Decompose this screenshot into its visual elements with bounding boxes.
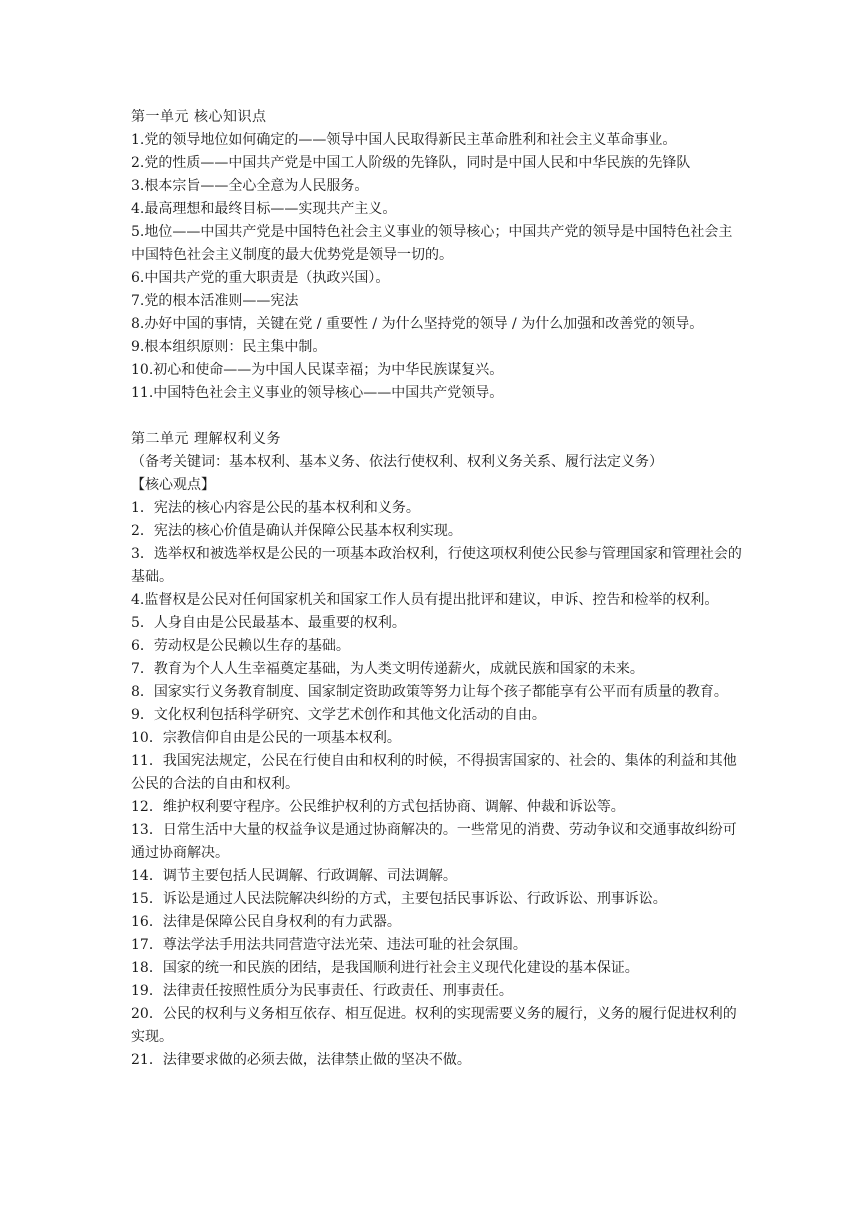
unit1-title: 第一单元 核心知识点 [131, 109, 267, 125]
section-spacer [131, 405, 743, 428]
unit2-list [131, 497, 743, 1072]
unit2-item: 6．劳动权是公民赖以生存的基础。 [131, 638, 350, 654]
unit2-item: 14．调节主要包括人民调解、行政调解、司法调解。 [131, 868, 457, 884]
unit1-item: 8.办好中国的事情，关键在党 / 重要性 / 为什么坚持党的领导 / 为什么加强和改善党的领导。 [131, 316, 704, 332]
unit2-item: 13．日常生活中大量的权益争议是通过协商解决的。一些常见的消费、劳动争议和交通事故纠纷可通过协商解决。 [131, 822, 737, 861]
unit1-item: 6.中国共产党的重大职责是（执政兴国）。 [131, 270, 390, 286]
unit1-item: 3.根本宗旨——全心全意为人民服务。 [131, 178, 369, 194]
document-content [131, 106, 743, 1072]
unit2-item: 16．法律是保障公民自身权利的有力武器。 [131, 914, 401, 930]
unit2-item: 8．国家实行义务教育制度、国家制定资助政策等努力让每个孩子都能享有公平而有质量的教育。 [131, 684, 728, 700]
unit1-item: 7.党的根本活准则——宪法 [131, 293, 299, 309]
unit2-item: 1．宪法的核心内容是公民的基本权利和义务。 [131, 500, 420, 516]
unit2-item: 18．国家的统一和民族的团结，是我国顺利进行社会主义现代化建设的基本保证。 [131, 960, 639, 976]
unit2-item: 10．宗教信仰自由是公民的一项基本权利。 [131, 730, 401, 746]
unit2-item: 4.监督权是公民对任何国家机关和国家工作人员有提出批评和建议，申诉、控告和检举的权利。 [131, 592, 719, 608]
unit2-keywords: （备考关键词：基本权利、基本义务、依法行使权利、权利义务关系、履行法定义务） [131, 454, 663, 470]
unit2-item: 7．教育为个人人生幸福奠定基础，为人类文明传递薪火，成就民族和国家的未来。 [131, 661, 644, 677]
unit2-item: 11．我国宪法规定，公民在行使自由和权利的时候，不得损害国家的、社会的、集体的利益和其他公民的合法的自由和权利。 [131, 753, 737, 792]
unit2-item: 2．宪法的核心价值是确认并保障公民基本权利实现。 [131, 523, 462, 539]
unit2-item: 17．尊法学法手用法共同营造守法光荣、违法可耻的社会氛围。 [131, 937, 527, 953]
unit1-item: 1.党的领导地位如何确定的——领导中国人民取得新民主革命胜利和社会主义革命事业。 [131, 132, 677, 148]
unit2-core-label: 【核心观点】 [131, 477, 215, 493]
unit1-list [131, 129, 743, 405]
unit1-item: 5.地位——中国共产党是中国特色社会主义事业的领导核心；中国共产党的领导是中国特色社会主中国特色社会主义制度的最大优势党是领导一切的。 [131, 224, 733, 263]
unit2-item: 3．选举权和被选举权是公民的一项基本政治权利，行使这项权利使公民参与管理国家和管理社会的基础。 [131, 546, 742, 585]
unit1-item: 10.初心和使命——为中国人民谋幸福；为中华民族谋复兴。 [131, 362, 504, 378]
unit1-item: 4.最高理想和最终目标——实现共产主义。 [131, 201, 397, 217]
unit2-item: 20．公民的权利与义务相互依存、相互促进。权利的实现需要义务的履行，义务的履行促进权利的实现。 [131, 1006, 737, 1045]
unit2-item: 15．诉讼是通过人民法院解决纠纷的方式，主要包括民事诉讼、行政诉讼、刑事诉讼。 [131, 891, 667, 907]
unit1-item: 9.根本组织原则：民主集中制。 [131, 339, 327, 355]
unit1-item: 11.中国特色社会主义事业的领导核心——中国共产党领导。 [131, 385, 504, 401]
unit2-title: 第二单元 理解权利义务 [131, 431, 281, 447]
unit1-item: 2.党的性质——中国共产党是中国工人阶级的先锋队，同时是中国人民和中华民族的先锋队 [131, 155, 691, 171]
unit2-item: 12．维护权利要守程序。公民维护权利的方式包括协商、调解、仲裁和诉讼等。 [131, 799, 625, 815]
unit2-item: 21．法律要求做的必须去做，法律禁止做的坚决不做。 [131, 1052, 471, 1068]
unit2-item: 5．人身自由是公民最基本、最重要的权利。 [131, 615, 406, 631]
unit2-item: 9．文化权利包括科学研究、文学艺术创作和其他文化活动的自由。 [131, 707, 546, 723]
unit2-item: 19．法律责任按照性质分为民事责任、行政责任、刑事责任。 [131, 983, 513, 999]
